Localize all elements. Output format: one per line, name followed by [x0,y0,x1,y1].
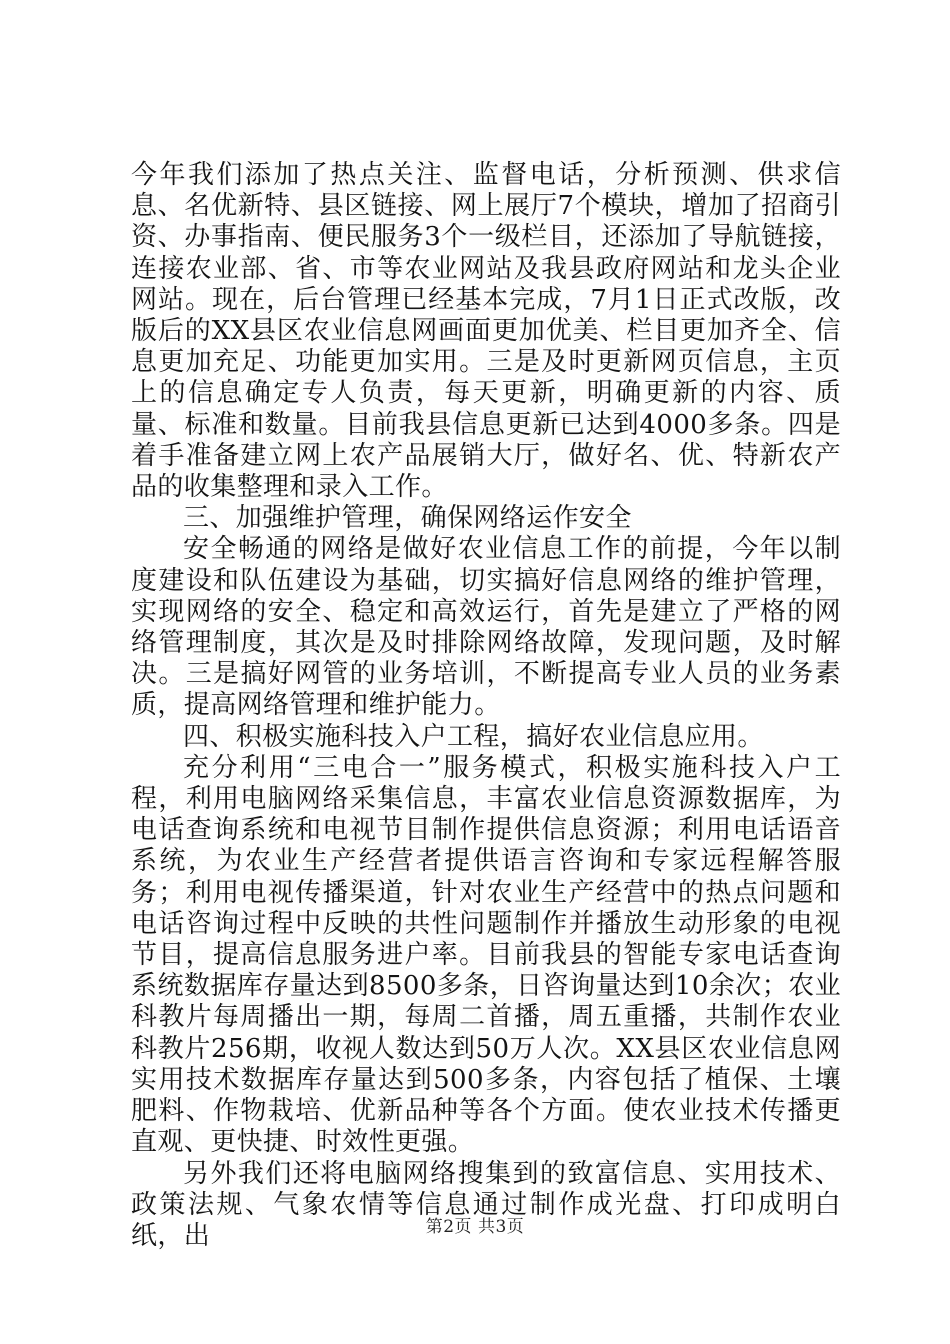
paragraph-additional-info: 另外我们还将电脑网络搜集到的致富信息、实用技术、政策法规、气象农情等信息通过制作成光盘、打印成明白纸，出 [131,1158,841,1251]
paragraph-three-in-one-service: 充分利用“三电合一”服务模式，积极实施科技入户工程，利用电脑网络采集信息，丰富农业信息资源数据库，为电话查询系统和电视节目制作提供信息资源；利用电话语音系统，为农业生产经营者提供语言咨询和专家远程解答服务；利用电视传播渠道，针对农业生产经营中的热点问题和电话咨询过程中反映的共性问题制作并播放生动形象的电视节目，提高信息服务进户率。目前我县的智能专家电话查询系统数据库存量达到8500多条，日咨询量达到10余次；农业科教片每周播出一期，每周二首播，周五重播，共制作农业科教片256期，收视人数达到50万人次。XX县区农业信息网实用技术数据库存量达到500多条，内容包括了植保、土壤肥料、作物栽培、优新品种等各个方面。使农业技术传播更直观、更快捷、时效性更强。 [131,752,841,1158]
section-heading-tech-household: 四、积极实施科技入户工程，搞好农业信息应用。 [183,721,764,752]
page-number-footer: 第2页 共3页 [425,1217,525,1237]
document-body [131,160,841,1252]
paragraph-website-modules: 今年我们添加了热点关注、监督电话，分析预测、供求信息、名优新特、县区链接、网上展厅7个模块，增加了招商引资、办事指南、便民服务3个一级栏目，还添加了导航链接，连接农业部、省、市等农业网站及我县政府网站和龙头企业网站。现在，后台管理已经基本完成，7月1日正式改版，改版后的XX县区农业信息网画面更加优美、栏目更加齐全、信息更加充足、功能更加实用。三是及时更新网页信息，主页上的信息确定专人负责，每天更新，明确更新的内容、质量、标准和数量。目前我县信息更新已达到4000多条。四是着手准备建立网上农产品展销大厅，做好名、优、特新农产品的收集整理和录入工作。 [131,160,841,503]
section-heading-network-maintenance: 三、加强维护管理，确保网络运作安全 [183,503,632,534]
paragraph-network-security: 安全畅通的网络是做好农业信息工作的前提，今年以制度建设和队伍建设为基础，切实搞好信息网络的维护管理，实现网络的安全、稳定和高效运行，首先是建立了严格的网络管理制度，其次是及时排除网络故障，发现问题，及时解决。三是搞好网管的业务培训，不断提高专业人员的业务素质，提高网络管理和维护能力。 [131,534,841,721]
